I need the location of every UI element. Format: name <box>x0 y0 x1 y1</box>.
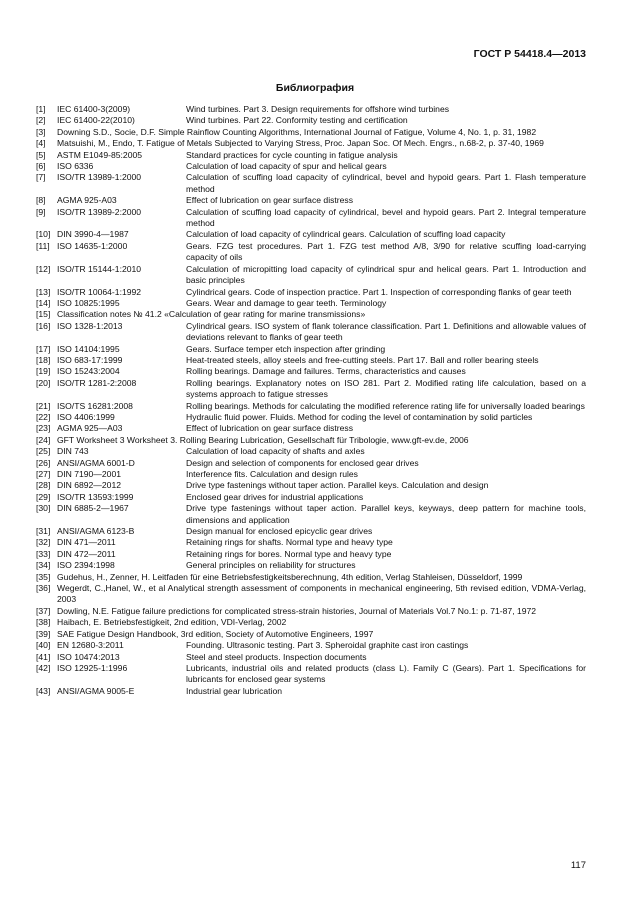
entry-number: [25] <box>36 446 51 457</box>
entry-description: Effect of lubrication on gear surface distress <box>186 195 354 206</box>
entry-description: Wind turbines. Part 22. Conformity testing and certification <box>186 115 408 126</box>
entry-description: Design and selection of components for enclosed gear drives <box>186 457 419 468</box>
entry-description: Calculation of load capacity of cylindrical gears. Calculation of scuffing load capacity <box>186 229 506 240</box>
entry-description: Gears. Surface temper etch inspection after grinding <box>186 343 386 354</box>
entry-description: Lubricants, industrial oils and related products (class L). Family C (Gears). Part 1. Specifications for lubricants for enclosed gear systems <box>186 662 586 685</box>
bibliography-entry <box>36 640 586 651</box>
entry-standard-code: IEC 61400-22(2010) <box>57 115 135 126</box>
entry-description: Gears. FZG test procedures. Part 1. FZG test method A/8, 3/90 for relative scuffing load-carrying capacity of oils <box>186 240 586 263</box>
entry-description: Drive type fastenings without taper action. Parallel keys, keyways, deep pattern for machine tools, dimensions and application <box>186 503 586 525</box>
entry-number: [8] <box>36 195 46 206</box>
entry-description: Rolling bearings. Explanatory notes on ISO 281. Part 2. Modified rating life calculation, based on a systems approach to fatigue stresses <box>186 377 586 400</box>
entry-description: Retaining rings for shafts. Normal type and heavy type <box>186 537 393 548</box>
entry-description: Founding. Ultrasonic testing. Part 3. Spheroidal graphite cast iron castings <box>186 640 469 651</box>
entry-standard-code: ISO 1328-1:2013 <box>57 320 123 331</box>
bibliography-entry <box>36 172 586 195</box>
entry-standard-code: ISO 14635-1:2000 <box>57 240 128 251</box>
entry-number: [11] <box>36 240 50 251</box>
entry-description: Drive type fastenings without taper action. Parallel keys. Calculation and design <box>186 480 489 491</box>
entry-standard-code: ANSI/AGMA 9005-E <box>57 685 135 696</box>
entry-number: [19] <box>36 366 51 377</box>
bibliography-entry <box>36 207 586 230</box>
bibliography-entry <box>36 264 586 287</box>
entry-standard-code: ISO/TR 13989-2:2000 <box>57 206 142 217</box>
entry-reference: Haibach, E. Betriebsfestigkeit, 2nd edition, VDI-Verlag, 2002 <box>57 617 287 628</box>
entry-reference: SAE Fatigue Design Handbook, 3rd edition, Society of Automotive Engineers, 1997 <box>57 628 374 639</box>
entry-reference: Matsuishi, M., Endo, T. Fatigue of Metals Subjected to Varying Stress, Proc. Japan Soc. Of Mech. Engrs., n.68-2, p. 37-40, 1969 <box>57 138 544 149</box>
entry-number: [37] <box>36 605 51 616</box>
bibliography-entry <box>36 161 586 172</box>
entry-description: Rolling bearings. Damage and failures. Terms, characteristics and causes <box>186 366 466 377</box>
page-header: ГОСТ Р 54418.4—2013 <box>473 48 586 60</box>
entry-number: [34] <box>36 560 51 571</box>
entry-number: [40] <box>36 640 51 651</box>
entry-number: [18] <box>36 354 51 365</box>
entry-number: [43] <box>36 685 51 696</box>
entry-standard-code: ISO 4406:1999 <box>57 411 115 422</box>
entry-standard-code: DIN 472—2011 <box>57 548 116 559</box>
bibliography-entry <box>36 526 586 537</box>
bibliography-entry <box>36 537 586 548</box>
entry-standard-code: ISO/TR 15144-1:2010 <box>57 263 142 274</box>
entry-number: [1] <box>36 104 46 114</box>
entry-standard-code: ISO 683-17:1999 <box>57 354 123 365</box>
entry-standard-code: EN 12680-3:2011 <box>57 640 124 651</box>
bibliography-entry <box>36 241 586 264</box>
entry-standard-code: ISO 12925-1:1996 <box>57 662 128 673</box>
bibliography-entry <box>36 138 586 149</box>
entry-number: [41] <box>36 651 51 662</box>
entry-standard-code: ISO/TR 1281-2:2008 <box>57 377 137 388</box>
entry-description: General principles on reliability for structures <box>186 560 356 571</box>
entry-number: [35] <box>36 571 51 582</box>
entry-standard-code: ISO/TR 13593:1999 <box>57 491 134 502</box>
bibliography-entry <box>36 572 586 583</box>
entry-standard-code: DIN 471—2011 <box>57 537 116 548</box>
entry-number: [14] <box>36 297 51 308</box>
entry-number: [36] <box>36 583 51 594</box>
entry-description: Wind turbines. Part 3. Design requirements for offshore wind turbines <box>186 104 450 114</box>
bibliography-entry <box>36 549 586 560</box>
entry-description: Interference fits. Calculation and design rules <box>186 469 358 479</box>
entry-number: [32] <box>36 537 51 548</box>
bibliography-entry <box>36 606 586 617</box>
bibliography-entry <box>36 229 586 240</box>
bibliography-entry <box>36 104 586 115</box>
bibliography-entry <box>36 287 586 298</box>
bibliography-entry <box>36 652 586 663</box>
bibliography-entry <box>36 583 586 606</box>
bibliography-entry <box>36 617 586 628</box>
entry-number: [27] <box>36 469 51 479</box>
entry-standard-code: ISO 6336 <box>57 161 94 172</box>
bibliography-entry <box>36 458 586 469</box>
entry-description: Effect of lubrication on gear surface distress <box>186 423 354 434</box>
bibliography-entry <box>36 321 586 344</box>
bibliography-entry <box>36 480 586 491</box>
entry-standard-code: ANSI/AGMA 6001-D <box>57 457 135 468</box>
entry-number: [29] <box>36 491 51 502</box>
entry-description: Retaining rings for bores. Normal type and heavy type <box>186 548 392 559</box>
bibliography-entry <box>36 412 586 423</box>
entry-standard-code: ISO/TS 16281:2008 <box>57 400 133 411</box>
bibliography-entry <box>36 401 586 412</box>
entry-reference: Classification notes № 41.2 «Calculation of gear rating for marine transmissions» <box>57 309 366 320</box>
bibliography-entry <box>36 469 586 480</box>
bibliography-entry <box>36 355 586 366</box>
entry-description: Steel and steel products. Inspection documents <box>186 651 367 662</box>
entry-number: [15] <box>36 309 51 320</box>
entry-number: [33] <box>36 548 51 559</box>
entry-standard-code: DIN 3990-4—1987 <box>57 229 129 240</box>
entry-description: Industrial gear lubrication <box>186 685 283 696</box>
entry-description: Calculation of scuffing load capacity of cylindrical, bevel and hypoid gears. Part 1. Flash temperature method <box>186 172 586 194</box>
entry-number: [10] <box>36 229 51 240</box>
entry-number: [21] <box>36 400 51 411</box>
entry-number: [4] <box>36 138 46 149</box>
bibliography-entry <box>36 298 586 309</box>
entry-description: Design manual for enclosed epicyclic gear drives <box>186 526 373 537</box>
entry-number: [26] <box>36 457 51 468</box>
entry-standard-code: AGMA 925—A03 <box>57 423 123 434</box>
page-title: Библиография <box>275 82 355 94</box>
entry-number: [13] <box>36 286 51 297</box>
entry-description: Hydraulic fluid power. Fluids. Method for coding the level of contamination by solid particles <box>186 411 533 422</box>
entry-description: Cylindrical gears. ISO system of flank tolerance classification. Part 1. Definitions and allowable values of deviations relevant to flanks of gear teeth <box>186 320 586 343</box>
entry-standard-code: AGMA 925-A03 <box>57 195 117 206</box>
entry-number: [23] <box>36 423 51 434</box>
entry-number: [30] <box>36 503 51 514</box>
entry-reference: Gudehus, H., Zenner, H. Leitfaden für eine Betriebsfestigkeitsberechnung, 4th edition, Verlag Stahleisen, Düsseldorf, 1999 <box>57 571 523 582</box>
page-number: 117 <box>570 860 586 871</box>
entry-number: [3] <box>36 126 46 137</box>
entry-description: Calculation of scuffing load capacity of cylindrical, bevel and hypoid gears. Part 2. Integral temperature method <box>186 206 586 229</box>
bibliography-entry <box>36 560 586 571</box>
bibliography-entry <box>36 435 586 446</box>
entry-standard-code: ISO 2394:1998 <box>57 560 115 571</box>
entry-description: Gears. Wear and damage to gear teeth. Terminology <box>186 297 387 308</box>
entry-standard-code: ASTM E1049-85:2005 <box>57 149 143 160</box>
entry-description: Rolling bearings. Methods for calculating the modified reference rating life for universally loaded bearings <box>186 400 585 411</box>
entry-number: [9] <box>36 206 46 217</box>
entry-number: [6] <box>36 161 46 172</box>
entry-number: [22] <box>36 411 51 422</box>
entry-number: [20] <box>36 377 51 388</box>
bibliography-entry <box>36 686 586 697</box>
entry-number: [28] <box>36 480 51 491</box>
entry-description: Enclosed gear drives for industrial applications <box>186 491 364 502</box>
entry-number: [38] <box>36 617 51 628</box>
entry-standard-code: DIN 6885-2—1967 <box>57 503 129 514</box>
entry-standard-code: IEC 61400-3(2009) <box>57 104 131 114</box>
entry-number: [39] <box>36 628 51 639</box>
bibliography-entry <box>36 423 586 434</box>
bibliography-entry <box>36 309 586 320</box>
entry-number: [24] <box>36 434 51 445</box>
entry-number: [42] <box>36 662 51 673</box>
entry-standard-code: ISO 10825:1995 <box>57 297 120 308</box>
entry-number: [5] <box>36 149 46 160</box>
entry-number: [16] <box>36 320 51 331</box>
entry-reference: GFT Worksheet 3 Worksheet 3. Rolling Bearing Lubrication, Gesellschaft für Tribologie, www.gft-ev.de, 2006 <box>57 434 469 445</box>
entry-number: [31] <box>36 526 51 537</box>
entry-number: [17] <box>36 343 51 354</box>
entry-number: [12] <box>36 263 51 274</box>
bibliography-entry <box>36 446 586 457</box>
entry-standard-code: ISO 15243:2004 <box>57 366 120 377</box>
entry-standard-code: ISO/TR 10064-1:1992 <box>57 286 142 297</box>
bibliography-entry <box>36 150 586 161</box>
entry-standard-code: DIN 7190—2001 <box>57 469 122 479</box>
entry-number: [7] <box>36 172 46 183</box>
bibliography-entry <box>36 344 586 355</box>
bibliography-entry <box>36 629 586 640</box>
entry-reference: Dowling, N.E. Fatigue failure predictions for complicated stress-strain histories, Journal of Materials Vol.7 No.1: p. 71-87, 1972 <box>57 605 537 616</box>
entry-standard-code: ANSI/AGMA 6123-B <box>57 526 135 537</box>
entry-standard-code: ISO 10474:2013 <box>57 651 120 662</box>
entry-reference: Downing S.D., Socie, D.F. Simple Rainflow Counting Algorithms, International Journal of Fatigue, Volume 4, No. 1, p. 31, 1982 <box>57 126 537 137</box>
entry-description: Standard practices for cycle counting in fatigue analysis <box>186 149 398 160</box>
entry-description: Cylindrical gears. Code of inspection practice. Part 1. Inspection of corresponding flanks of gear teeth <box>186 286 572 297</box>
entry-standard-code: ISO 14104:1995 <box>57 343 120 354</box>
entry-description: Calculation of micropitting load capacity of cylindrical spur and helical gears. Part 1. Introduction and basic principles <box>186 263 586 286</box>
bibliography-entry <box>36 663 586 686</box>
bibliography-entry <box>36 366 586 377</box>
entry-reference: Wegerdt, C.,Hanel, W., et al Analytical strength assessment of components in mechanical engineering, 5th revised edition, VDMA-Verlag, 2003 <box>57 583 586 605</box>
bibliography-entry <box>36 195 586 206</box>
bibliography-entry <box>36 115 586 126</box>
bibliography-entry <box>36 127 586 138</box>
bibliography-list <box>36 104 586 697</box>
entry-description: Calculation of load capacity of shafts and axles <box>186 446 365 457</box>
entry-standard-code: DIN 743 <box>57 446 89 457</box>
entry-standard-code: ISO/TR 13989-1:2000 <box>57 172 142 183</box>
bibliography-entry <box>36 492 586 503</box>
entry-description: Heat-treated steels, alloy steels and free-cutting steels. Part 17. Ball and roller bearing steels <box>186 354 539 365</box>
bibliography-entry <box>36 378 586 401</box>
entry-standard-code: DIN 6892—2012 <box>57 480 122 491</box>
bibliography-entry <box>36 503 586 526</box>
entry-description: Calculation of load capacity of spur and helical gears <box>186 161 387 172</box>
entry-number: [2] <box>36 115 46 126</box>
